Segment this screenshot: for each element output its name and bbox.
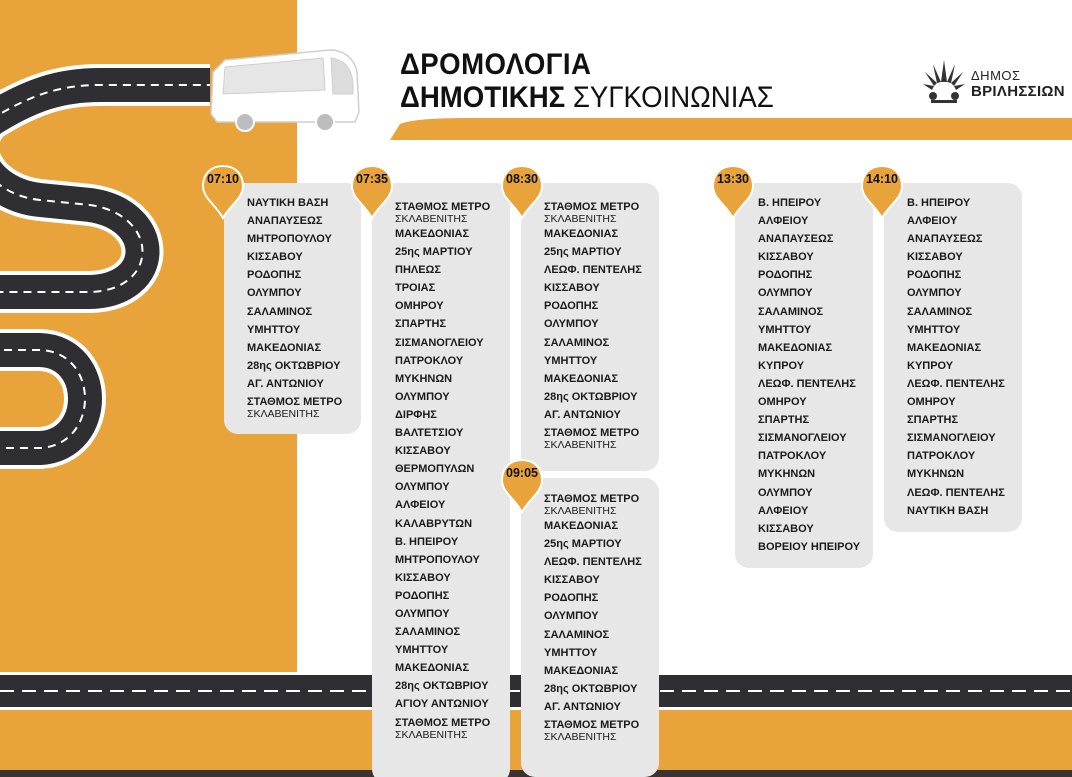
stop-item: ΣΑΛΑΜΙΝΟΣ xyxy=(544,628,610,641)
route-card-0710 xyxy=(224,183,361,434)
stop-item-metro xyxy=(544,424,642,451)
stop-metro-label: ΣΤΑΘΜΟΣ ΜΕΤΡΟ xyxy=(247,396,343,409)
stop-item: ΟΜΗΡΟΥ xyxy=(758,396,807,409)
stop-item: ΟΜΗΡΟΥ xyxy=(395,300,444,313)
route-card-0905 xyxy=(521,478,659,777)
stop-item: 25ης ΜΑΡΤΙΟΥ xyxy=(544,246,622,259)
stop-list xyxy=(544,194,642,451)
stop-metro-sub: ΣΚΛΑΒΕΝΙΤΗΣ xyxy=(544,731,617,744)
stop-metro-sub: ΣΚΛΑΒΕΝΙΤΗΣ xyxy=(395,213,468,225)
stop-item: ΚΥΠΡΟΥ xyxy=(758,359,805,372)
stop-item: ΛΕΩΦ. ΠΕΝΤΕΛΗΣ xyxy=(544,556,642,569)
stop-item: ΠΗΛΕΩΣ xyxy=(395,264,441,277)
stop-item: ΚΑΛΑΒΡΥΤΩΝ xyxy=(395,517,473,530)
stop-item: ΜΑΚΕΔΟΝΙΑΣ xyxy=(544,228,619,240)
stop-item: ΛΕΩΦ. ΠΕΝΤΕΛΗΣ xyxy=(544,264,642,277)
stop-item: ΚΙΣΣΑΒΟΥ xyxy=(758,251,814,264)
stop-item: ΣΑΛΑΜΙΝΟΣ xyxy=(758,305,824,318)
stop-item: ΑΓ. ΑΝΤΩΝΙΟΥ xyxy=(544,408,621,421)
stop-item: ΜΑΚΕΔΟΝΙΑΣ xyxy=(395,228,470,240)
time-pin-1330 xyxy=(711,164,755,220)
pin-time-label: 09:05 xyxy=(506,466,538,480)
title-line2-regular: ΣΥΓΚΟΙΝΩΝΙΑΣ xyxy=(572,81,774,114)
stop-item: 25ης ΜΑΡΤΙΟΥ xyxy=(395,246,473,259)
stop-item: ΥΜΗΤΤΟΥ xyxy=(395,644,449,657)
stop-list xyxy=(907,194,1005,520)
stop-item: ΣΑΛΑΜΙΝΟΣ xyxy=(247,305,313,318)
pin-time-label: 07:35 xyxy=(356,172,388,186)
stop-item: ΑΛΦΕΙΟΥ xyxy=(395,499,446,512)
stop-item: ΣΙΣΜΑΝΟΓΛΕΙΟΥ xyxy=(907,432,996,445)
stop-item: ΟΛΥΜΠΟΥ xyxy=(395,390,450,403)
stop-item: ΣΠΑΡΤΗΣ xyxy=(395,318,447,331)
stop-item: ΠΑΤΡΟΚΛΟΥ xyxy=(758,450,827,463)
stop-item: ΟΛΥΜΠΟΥ xyxy=(907,287,962,300)
stop-item: ΣΙΣΜΑΝΟΓΛΕΙΟΥ xyxy=(395,336,484,349)
stop-item: ΟΛΥΜΠΟΥ xyxy=(395,607,450,620)
stop-item: ΑΝΑΠΑΥΣΕΩΣ xyxy=(247,215,323,228)
stop-item-metro xyxy=(544,716,642,743)
stop-item: ΜΑΚΕΔΟΝΙΑΣ xyxy=(395,662,470,675)
logo-line2: ΒΡΙΛΗΣΣΙΩΝ xyxy=(971,83,1065,100)
stop-item: ΚΙΣΣΑΒΟΥ xyxy=(395,571,451,584)
stop-item: ΝΑΥΤΙΚΗ ΒΑΣΗ xyxy=(247,197,329,209)
pin-time-label: 07:10 xyxy=(207,172,239,186)
time-pin-1410 xyxy=(860,164,904,220)
time-pin-0905 xyxy=(500,458,544,514)
stop-metro-sub: ΣΚΛΑΒΕΝΙΤΗΣ xyxy=(544,505,617,517)
stop-item: ΒΟΡΕΙΟΥ ΗΠΕΙΡΟΥ xyxy=(758,540,861,553)
pin-time-label: 08:30 xyxy=(506,172,538,186)
logo-text xyxy=(971,68,1065,100)
stop-item: ΚΥΠΡΟΥ xyxy=(907,359,954,372)
title-underline xyxy=(390,118,1072,140)
stop-metro-sub: ΣΚΛΑΒΕΝΙΤΗΣ xyxy=(247,408,320,421)
stop-item: 28ης ΟΚΤΩΒΡΙΟΥ xyxy=(395,680,489,693)
stop-item: ΟΛΥΜΠΟΥ xyxy=(544,318,599,331)
stop-metro-sub: ΣΚΛΑΒΕΝΙΤΗΣ xyxy=(544,213,617,225)
stop-item-metro xyxy=(395,714,490,741)
stop-item: ΑΓ. ΑΝΤΩΝΙΟΥ xyxy=(544,700,621,713)
stop-item: ΚΙΣΣΑΒΟΥ xyxy=(395,445,451,458)
stop-item: ΣΙΣΜΑΝΟΓΛΕΙΟΥ xyxy=(758,432,847,445)
stop-metro-sub: ΣΚΛΑΒΕΝΙΤΗΣ xyxy=(544,439,617,452)
stop-metro-sub: ΣΚΛΑΒΕΝΙΤΗΣ xyxy=(395,728,468,741)
stop-item: ΟΛΥΜΠΟΥ xyxy=(395,481,450,494)
stop-item: ΥΜΗΤΤΟΥ xyxy=(544,354,598,367)
stop-item: ΥΜΗΤΤΟΥ xyxy=(907,323,961,336)
stop-list xyxy=(544,489,642,743)
stop-metro-label: ΣΤΑΘΜΟΣ ΜΕΤΡΟ xyxy=(544,493,640,505)
title-line2-bold: ΔΗΜΟΤΙΚΗΣ xyxy=(400,81,566,114)
time-pin-0710 xyxy=(201,164,245,220)
municipality-logo xyxy=(921,56,1065,112)
stop-item: ΑΝΑΠΑΥΣΕΩΣ xyxy=(758,233,834,246)
stop-item-metro xyxy=(544,489,642,517)
title-line2 xyxy=(400,81,774,114)
stop-item: 28ης ΟΚΤΩΒΡΙΟΥ xyxy=(544,390,638,403)
title-block xyxy=(400,48,806,114)
stop-item: ΣΑΛΑΜΙΝΟΣ xyxy=(395,626,461,639)
stop-metro-label: ΣΤΑΘΜΟΣ ΜΕΤΡΟ xyxy=(544,427,640,440)
route-card-1410 xyxy=(884,183,1022,532)
stop-item: 28ης ΟΚΤΩΒΡΙΟΥ xyxy=(247,359,341,372)
stop-item: ΜΑΚΕΔΟΝΙΑΣ xyxy=(544,372,619,385)
stop-item: ΜΥΚΗΝΩΝ xyxy=(395,372,453,385)
stop-metro-label: ΣΤΑΘΜΟΣ ΜΕΤΡΟ xyxy=(544,201,640,213)
stop-item: ΜΥΚΗΝΩΝ xyxy=(758,468,816,481)
time-pin-0830 xyxy=(500,164,544,220)
stop-item: Β. ΗΠΕΙΡΟΥ xyxy=(907,197,971,209)
stop-item: ΡΟΔΟΠΗΣ xyxy=(544,592,599,605)
stop-item: ΚΙΣΣΑΒΟΥ xyxy=(758,522,814,535)
stop-item: ΜΑΚΕΔΟΝΙΑΣ xyxy=(758,341,833,354)
route-card-1330 xyxy=(735,183,873,568)
title-line1: ΔΡΟΜΟΛΟΓΙΑ xyxy=(400,48,592,81)
pin-time-label: 14:10 xyxy=(866,172,898,186)
stop-metro-label: ΣΤΑΘΜΟΣ ΜΕΤΡΟ xyxy=(395,716,491,729)
route-card-0735 xyxy=(372,183,510,777)
stop-item: ΜΗΤΡΟΠΟΥΛΟΥ xyxy=(395,553,480,566)
stop-list xyxy=(247,194,342,420)
stop-item: ΣΑΛΑΜΙΝΟΣ xyxy=(907,305,973,318)
stop-item: ΜΑΚΕΔΟΝΙΑΣ xyxy=(544,664,619,677)
stop-item: ΤΡΟΙΑΣ xyxy=(395,282,436,295)
stop-item: ΡΟΔΟΠΗΣ xyxy=(544,300,599,313)
stop-item: ΑΛΦΕΙΟΥ xyxy=(907,215,958,228)
stop-metro-label: ΣΤΑΘΜΟΣ ΜΕΤΡΟ xyxy=(544,719,640,732)
stop-item: ΛΕΩΦ. ΠΕΝΤΕΛΗΣ xyxy=(758,377,856,390)
stop-item: ΚΙΣΣΑΒΟΥ xyxy=(247,251,303,264)
stop-item: ΑΓΙΟΥ ΑΝΤΩΝΙΟΥ xyxy=(395,698,489,711)
stop-item: ΟΛΥΜΠΟΥ xyxy=(758,486,813,499)
stop-list xyxy=(395,194,490,741)
stop-item-metro xyxy=(544,194,642,225)
stop-item: ΑΝΑΠΑΥΣΕΩΣ xyxy=(907,233,983,246)
stop-item: ΡΟΔΟΠΗΣ xyxy=(247,269,302,282)
stop-item: 25ης ΜΑΡΤΙΟΥ xyxy=(544,538,622,551)
stop-item: ΣΠΑΡΤΗΣ xyxy=(758,414,810,427)
stop-item: ΣΠΑΡΤΗΣ xyxy=(907,414,959,427)
stop-item: ΡΟΔΟΠΗΣ xyxy=(395,589,450,602)
stop-item: ΥΜΗΤΤΟΥ xyxy=(247,323,301,336)
stop-metro-label: ΣΤΑΘΜΟΣ ΜΕΤΡΟ xyxy=(395,201,491,213)
stop-item: ΟΛΥΜΠΟΥ xyxy=(247,287,302,300)
stop-item: ΜΑΚΕΔΟΝΙΑΣ xyxy=(544,520,619,532)
stop-item: ΣΑΛΑΜΙΝΟΣ xyxy=(544,336,610,349)
stop-item: ΠΑΤΡΟΚΛΟΥ xyxy=(907,450,976,463)
stop-item: ΑΓ. ΑΝΤΩΝΙΟΥ xyxy=(247,377,324,390)
stop-item: ΑΛΦΕΙΟΥ xyxy=(758,215,809,228)
stop-item: ΟΛΥΜΠΟΥ xyxy=(544,610,599,623)
stop-item: ΥΜΗΤΤΟΥ xyxy=(758,323,812,336)
stop-item: ΜΑΚΕΔΟΝΙΑΣ xyxy=(247,341,322,354)
stop-item: ΟΛΥΜΠΟΥ xyxy=(758,287,813,300)
stop-item: ΚΙΣΣΑΒΟΥ xyxy=(907,251,963,264)
stop-list xyxy=(758,194,860,556)
stop-item-metro xyxy=(395,194,490,225)
stop-item: ΜΥΚΗΝΩΝ xyxy=(907,468,965,481)
stop-item: ΒΑΛΤΕΤΣΙΟΥ xyxy=(395,427,464,440)
logo-line1: ΔΗΜΟΣ xyxy=(971,68,1021,83)
stop-item: ΡΟΔΟΠΗΣ xyxy=(758,269,813,282)
stop-item: Β. ΗΠΕΙΡΟΥ xyxy=(395,535,459,548)
stop-item: ΡΟΔΟΠΗΣ xyxy=(907,269,962,282)
stop-item: Β. ΗΠΕΙΡΟΥ xyxy=(758,197,822,209)
stop-item: 28ης ΟΚΤΩΒΡΙΟΥ xyxy=(544,682,638,695)
pin-time-label: 13:30 xyxy=(717,172,749,186)
time-pin-0735 xyxy=(350,164,394,220)
stop-item: ΥΜΗΤΤΟΥ xyxy=(544,646,598,659)
stop-item: ΜΗΤΡΟΠΟΥΛΟΥ xyxy=(247,233,332,246)
stop-item: ΝΑΥΤΙΚΗ ΒΑΣΗ xyxy=(907,504,989,517)
stop-item: ΛΕΩΦ. ΠΕΝΤΕΛΗΣ xyxy=(907,486,1005,499)
stop-item: ΛΕΩΦ. ΠΕΝΤΕΛΗΣ xyxy=(907,377,1005,390)
stop-item: ΠΑΤΡΟΚΛΟΥ xyxy=(395,354,464,367)
stop-item: ΔΙΡΦΗΣ xyxy=(395,408,437,421)
route-card-0830 xyxy=(521,183,659,471)
stop-item: ΜΑΚΕΔΟΝΙΑΣ xyxy=(907,341,982,354)
stop-item: ΘΕΡΜΟΠΥΛΩΝ xyxy=(395,463,475,476)
stop-item: ΚΙΣΣΑΒΟΥ xyxy=(544,574,600,587)
stop-item: ΚΙΣΣΑΒΟΥ xyxy=(544,282,600,295)
shell-emblem-icon xyxy=(921,56,967,108)
stop-item-metro xyxy=(247,393,342,420)
bus-icon xyxy=(205,42,365,137)
stop-item: ΟΜΗΡΟΥ xyxy=(907,396,956,409)
stop-item: ΑΛΦΕΙΟΥ xyxy=(758,504,809,517)
